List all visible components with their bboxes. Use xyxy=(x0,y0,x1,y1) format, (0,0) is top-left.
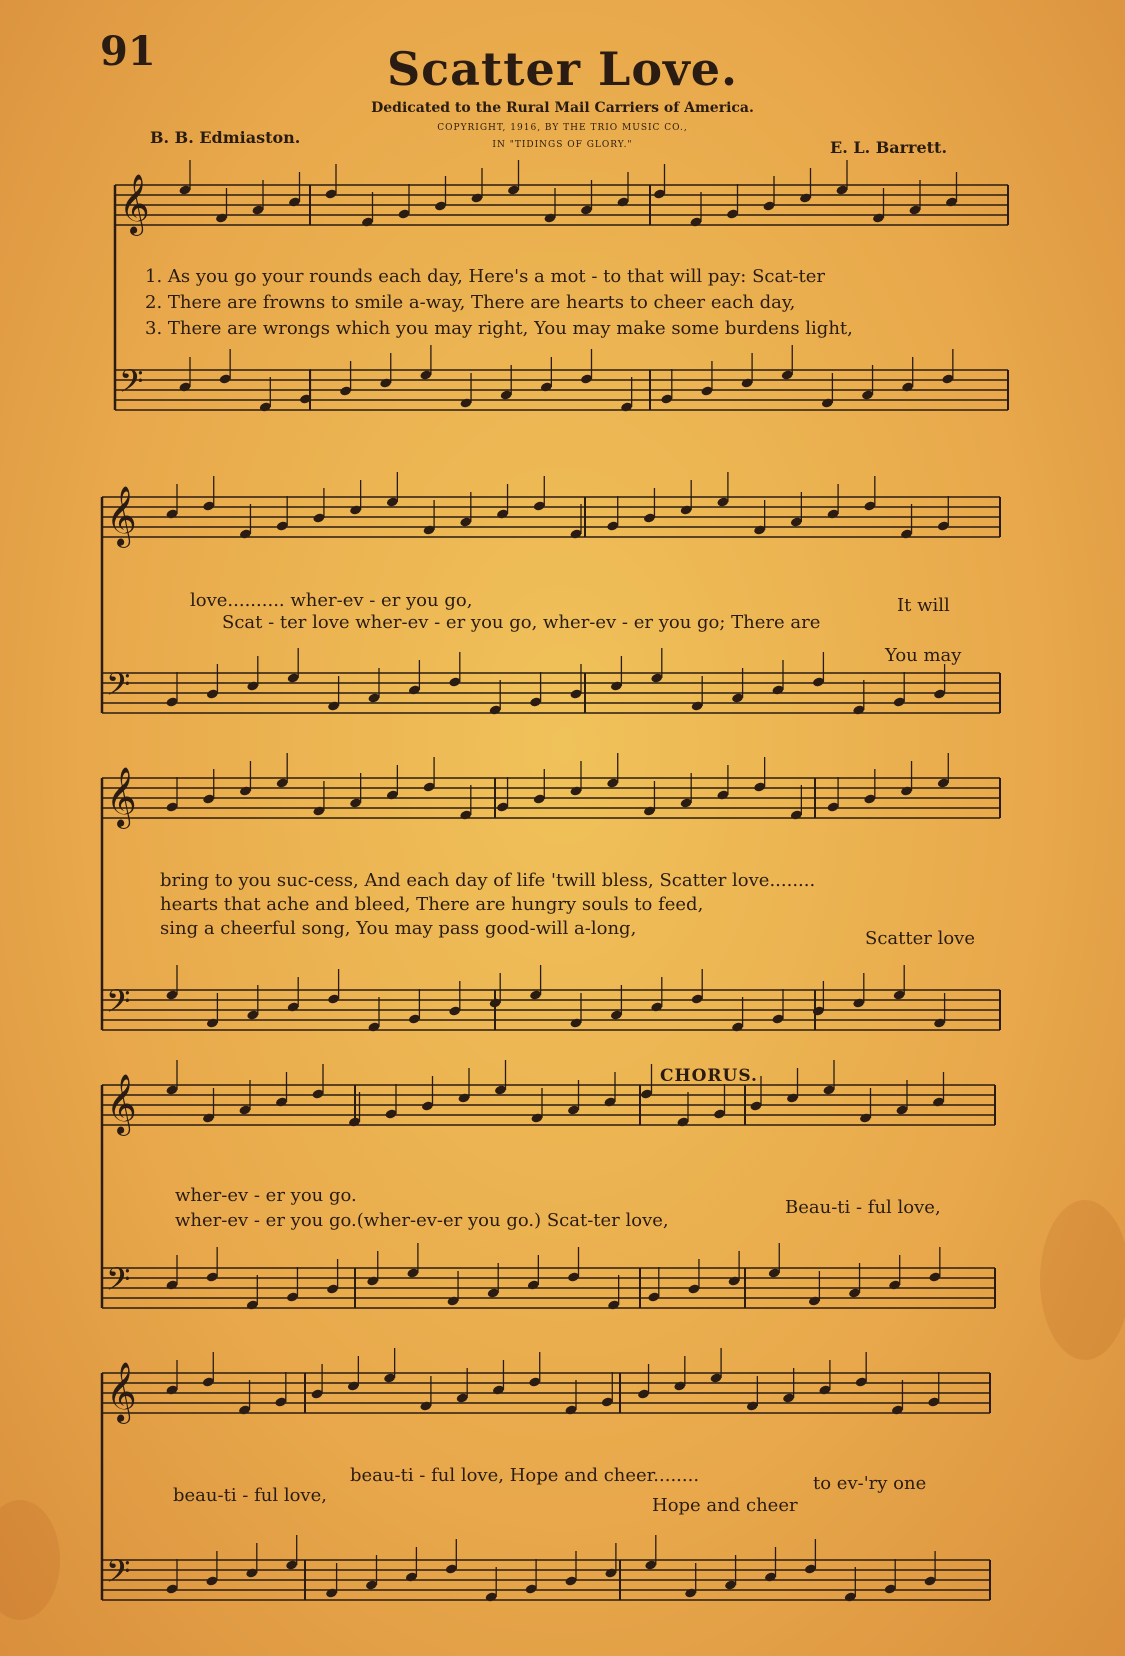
lyric-line: You may xyxy=(885,645,962,666)
bass-clef: 𝄢 xyxy=(106,983,131,1027)
dedication: Dedicated to the Rural Mail Carriers of America. xyxy=(371,100,754,116)
lyric-line: Hope and cheer xyxy=(652,1495,798,1516)
bass-clef: 𝄢 xyxy=(106,1553,131,1597)
lyric-line: Scatter love xyxy=(865,928,976,949)
treble-clef: 𝄞 xyxy=(106,486,137,546)
lyric-verse-3: 3. There are wrongs which you may right, You may make some burdens light, xyxy=(145,318,853,339)
lyric-line: bring to you suc-cess, And each day of life 'twill bless, Scatter love........ xyxy=(160,870,816,891)
treble-clef: 𝄞 xyxy=(119,174,150,234)
lyric-line: sing a cheerful song, You may pass good-will a-long, xyxy=(160,918,637,939)
lyric-verse-1: 1. As you go your rounds each day, Here's a mot - to that will pay: Scat-ter xyxy=(145,266,826,287)
composer-credit: E. L. Barrett. xyxy=(830,138,948,157)
lyric-line: wher-ev - er you go.(wher-ev-er you go.) Scat-ter love, xyxy=(175,1210,669,1231)
lyric-line: beau-ti - ful love, xyxy=(173,1485,327,1506)
bass-clef: 𝄢 xyxy=(106,666,131,710)
lyric-line: Scat - ter love wher-ev - er you go, wher-ev - er you go; There are xyxy=(222,612,821,633)
lyric-verse-2: 2. There are frowns to smile a-way, There are hearts to cheer each day, xyxy=(145,292,796,313)
lyric-line: beau-ti - ful love, Hope and cheer........ xyxy=(350,1465,700,1486)
lyric-line: Beau-ti - ful love, xyxy=(785,1197,941,1218)
lyricist-credit: B. B. Edmiaston. xyxy=(150,128,301,147)
chorus-label: CHORUS. xyxy=(660,1066,758,1086)
treble-clef: 𝄞 xyxy=(106,767,137,827)
copyright-line: IN "TIDINGS OF GLORY." xyxy=(492,140,633,150)
copyright-line: COPYRIGHT, 1916, BY THE TRIO MUSIC CO., xyxy=(437,123,688,133)
lyric-line: to ev-'ry one xyxy=(813,1473,927,1494)
bass-clef: 𝄢 xyxy=(119,363,144,407)
treble-clef: 𝄞 xyxy=(106,1362,137,1422)
lyric-line: love.......... wher-ev - er you go, xyxy=(190,590,473,611)
lyric-line: It will xyxy=(897,595,950,616)
treble-clef: 𝄞 xyxy=(106,1074,137,1134)
lyric-line: wher-ev - er you go. xyxy=(175,1185,357,1206)
song-title: Scatter Love. xyxy=(386,42,739,96)
page-number: 91 xyxy=(100,28,156,75)
bass-clef: 𝄢 xyxy=(106,1261,131,1305)
lyric-line: hearts that ache and bleed, There are hungry souls to feed, xyxy=(160,894,704,915)
